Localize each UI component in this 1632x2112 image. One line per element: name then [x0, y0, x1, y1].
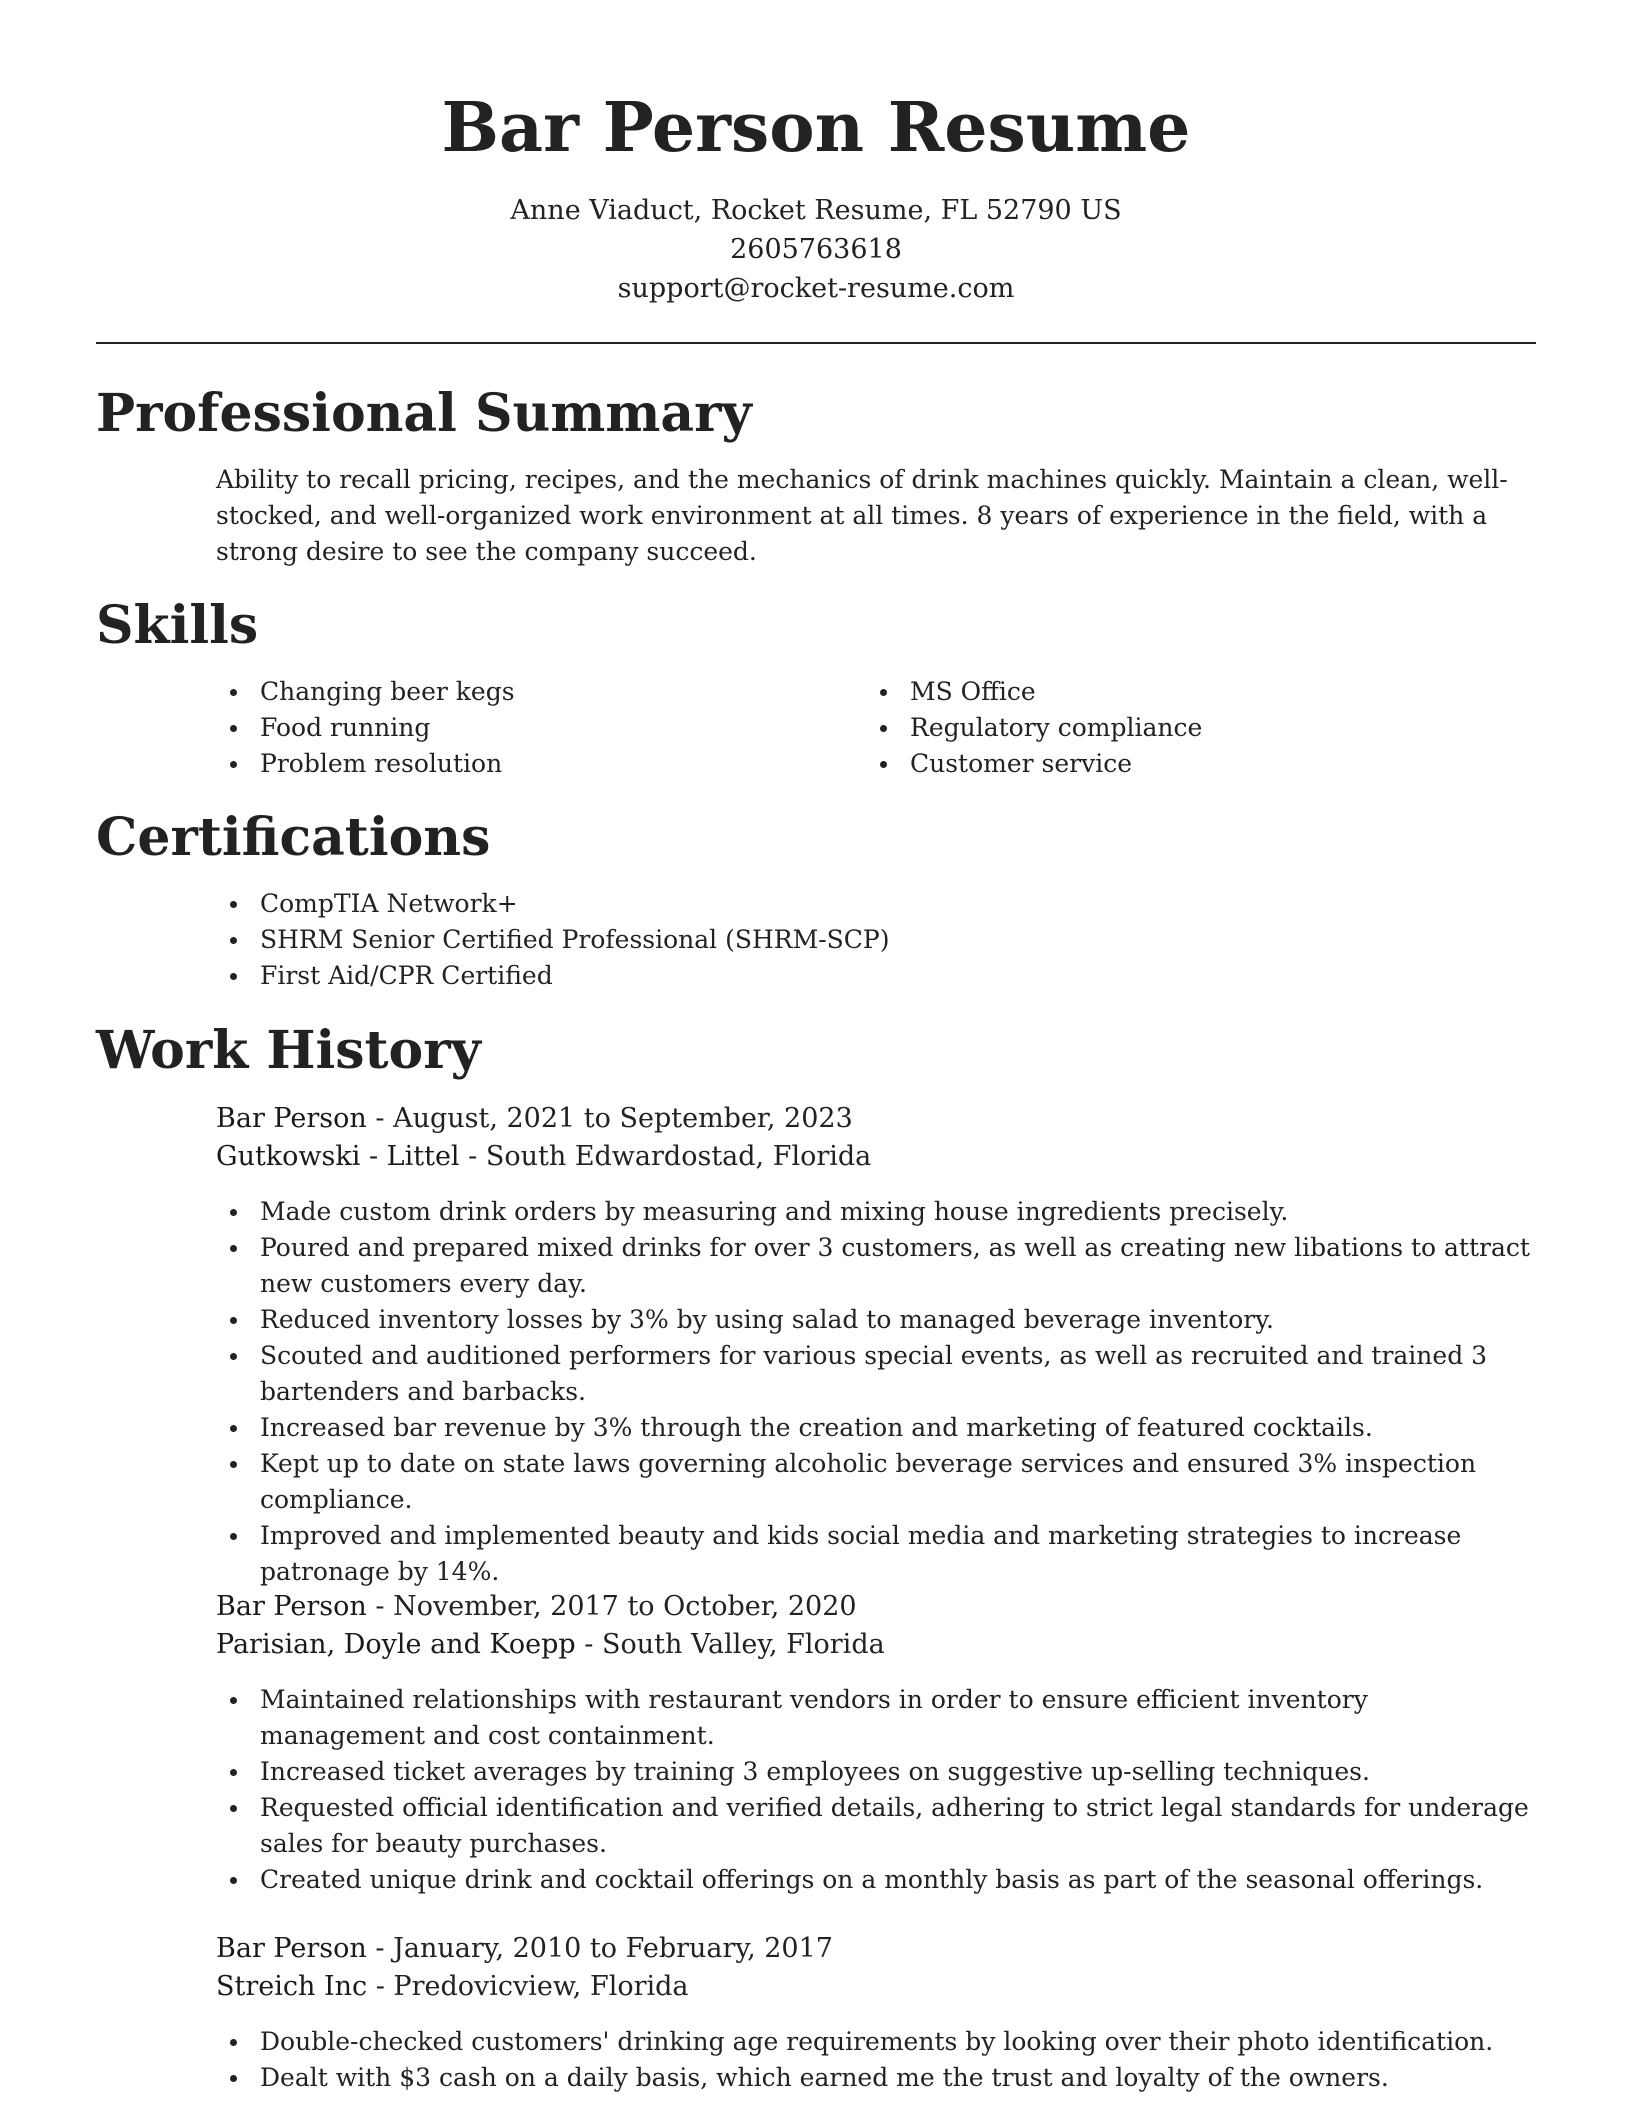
job-location: - South Valley, Florida [575, 1629, 885, 1660]
header-divider [96, 342, 1536, 344]
skills-list-right [866, 674, 1506, 782]
job-role: Bar Person [216, 1103, 367, 1134]
certification-item: First Aid/CPR Certified [216, 958, 1536, 994]
job-bullet: Reduced inventory losses by 3% by using salad to managed beverage inventory. [216, 1302, 1536, 1338]
job-bullet: Requested official identification and verified details, adhering to strict legal standards for underage sales for beauty purchases. [216, 1790, 1536, 1862]
skill-item: Customer service [866, 746, 1506, 782]
job-header [216, 1930, 1536, 2006]
job-bullet: Maintained relationships with restaurant vendors in order to ensure efficient inventory management and cost containment. [216, 1682, 1536, 1754]
job-bullets [216, 1682, 1536, 1898]
contact-address: Anne Viaduct, Rocket Resume, FL 52790 US [510, 195, 1122, 226]
summary-heading: Professional Summary [96, 383, 752, 444]
skill-item: Regulatory compliance [866, 710, 1506, 746]
job-dates: - August, 2021 to September, 2023 [366, 1103, 853, 1134]
job-bullet: Made custom drink orders by measuring and mixing house ingredients precisely. [216, 1194, 1536, 1230]
skills-heading: Skills [96, 595, 259, 656]
job-bullet: Created unique drink and cocktail offerings on a monthly basis as part of the seasonal offerings. [216, 1862, 1536, 1898]
job-location: - South Edwardostad, Florida [459, 1141, 872, 1172]
skill-item: Food running [216, 710, 856, 746]
job-bullets [216, 2024, 1536, 2096]
job-company-line [216, 1138, 1536, 1176]
job-location: - Predovicview, Florida [367, 1971, 689, 2002]
job-bullet: Kept up to date on state laws governing alcoholic beverage services and ensured 3% inspection compliance. [216, 1446, 1536, 1518]
job-header [216, 1100, 1536, 1176]
certification-item: CompTIA Network+ [216, 886, 1536, 922]
job-company-line [216, 1626, 1536, 1664]
job-header [216, 1588, 1536, 1664]
job-title-line [216, 1588, 1536, 1626]
certification-item: SHRM Senior Certified Professional (SHRM-SCP) [216, 922, 1536, 958]
contact-block [0, 191, 1632, 308]
job-title-line [216, 1100, 1536, 1138]
job-bullet: Scouted and auditioned performers for various special events, as well as recruited and trained 3 bartenders and barbacks. [216, 1338, 1536, 1410]
skill-item: Problem resolution [216, 746, 856, 782]
job-bullet: Double-checked customers' drinking age requirements by looking over their photo identification. [216, 2024, 1536, 2060]
job-bullets [216, 1194, 1536, 1590]
resume-title: Bar Person Resume [441, 88, 1191, 168]
certifications-heading: Certifications [96, 807, 491, 868]
job-title-line [216, 1930, 1536, 1968]
job-company: Gutkowski - Littel [216, 1141, 460, 1172]
job-bullet: Increased ticket averages by training 3 employees on suggestive up-selling techniques. [216, 1754, 1536, 1790]
summary-text: Ability to recall pricing, recipes, and the mechanics of drink machines quickly. Maintain a clean, well-stocked, and well-organized work environment at all times. 8 years of experience in the field, with a strong desire to see the company succeed. [216, 465, 1508, 566]
job-dates: - November, 2017 to October, 2020 [366, 1591, 857, 1622]
job-company: Parisian, Doyle and Koepp [216, 1629, 576, 1660]
job-dates: - January, 2010 to February, 2017 [366, 1933, 833, 1964]
certifications-list [216, 886, 1536, 994]
job-role: Bar Person [216, 1933, 367, 1964]
contact-phone: 2605763618 [730, 234, 902, 265]
skill-item: MS Office [866, 674, 1506, 710]
job-company: Streich Inc [216, 1971, 368, 2002]
job-bullet: Poured and prepared mixed drinks for over 3 customers, as well as creating new libations to attract new customers every day. [216, 1230, 1536, 1302]
skill-item: Changing beer kegs [216, 674, 856, 710]
job-bullet: Improved and implemented beauty and kids social media and marketing strategies to increase patronage by 14%. [216, 1518, 1536, 1590]
job-role: Bar Person [216, 1591, 367, 1622]
contact-email: support@rocket-resume.com [617, 273, 1015, 304]
job-bullet: Dealt with $3 cash on a daily basis, which earned me the trust and loyalty of the owners. [216, 2060, 1536, 2096]
skills-list-left [216, 674, 856, 782]
job-bullet: Increased bar revenue by 3% through the creation and marketing of featured cocktails. [216, 1410, 1536, 1446]
work-history-heading: Work History [96, 1020, 481, 1081]
job-company-line [216, 1968, 1536, 2006]
